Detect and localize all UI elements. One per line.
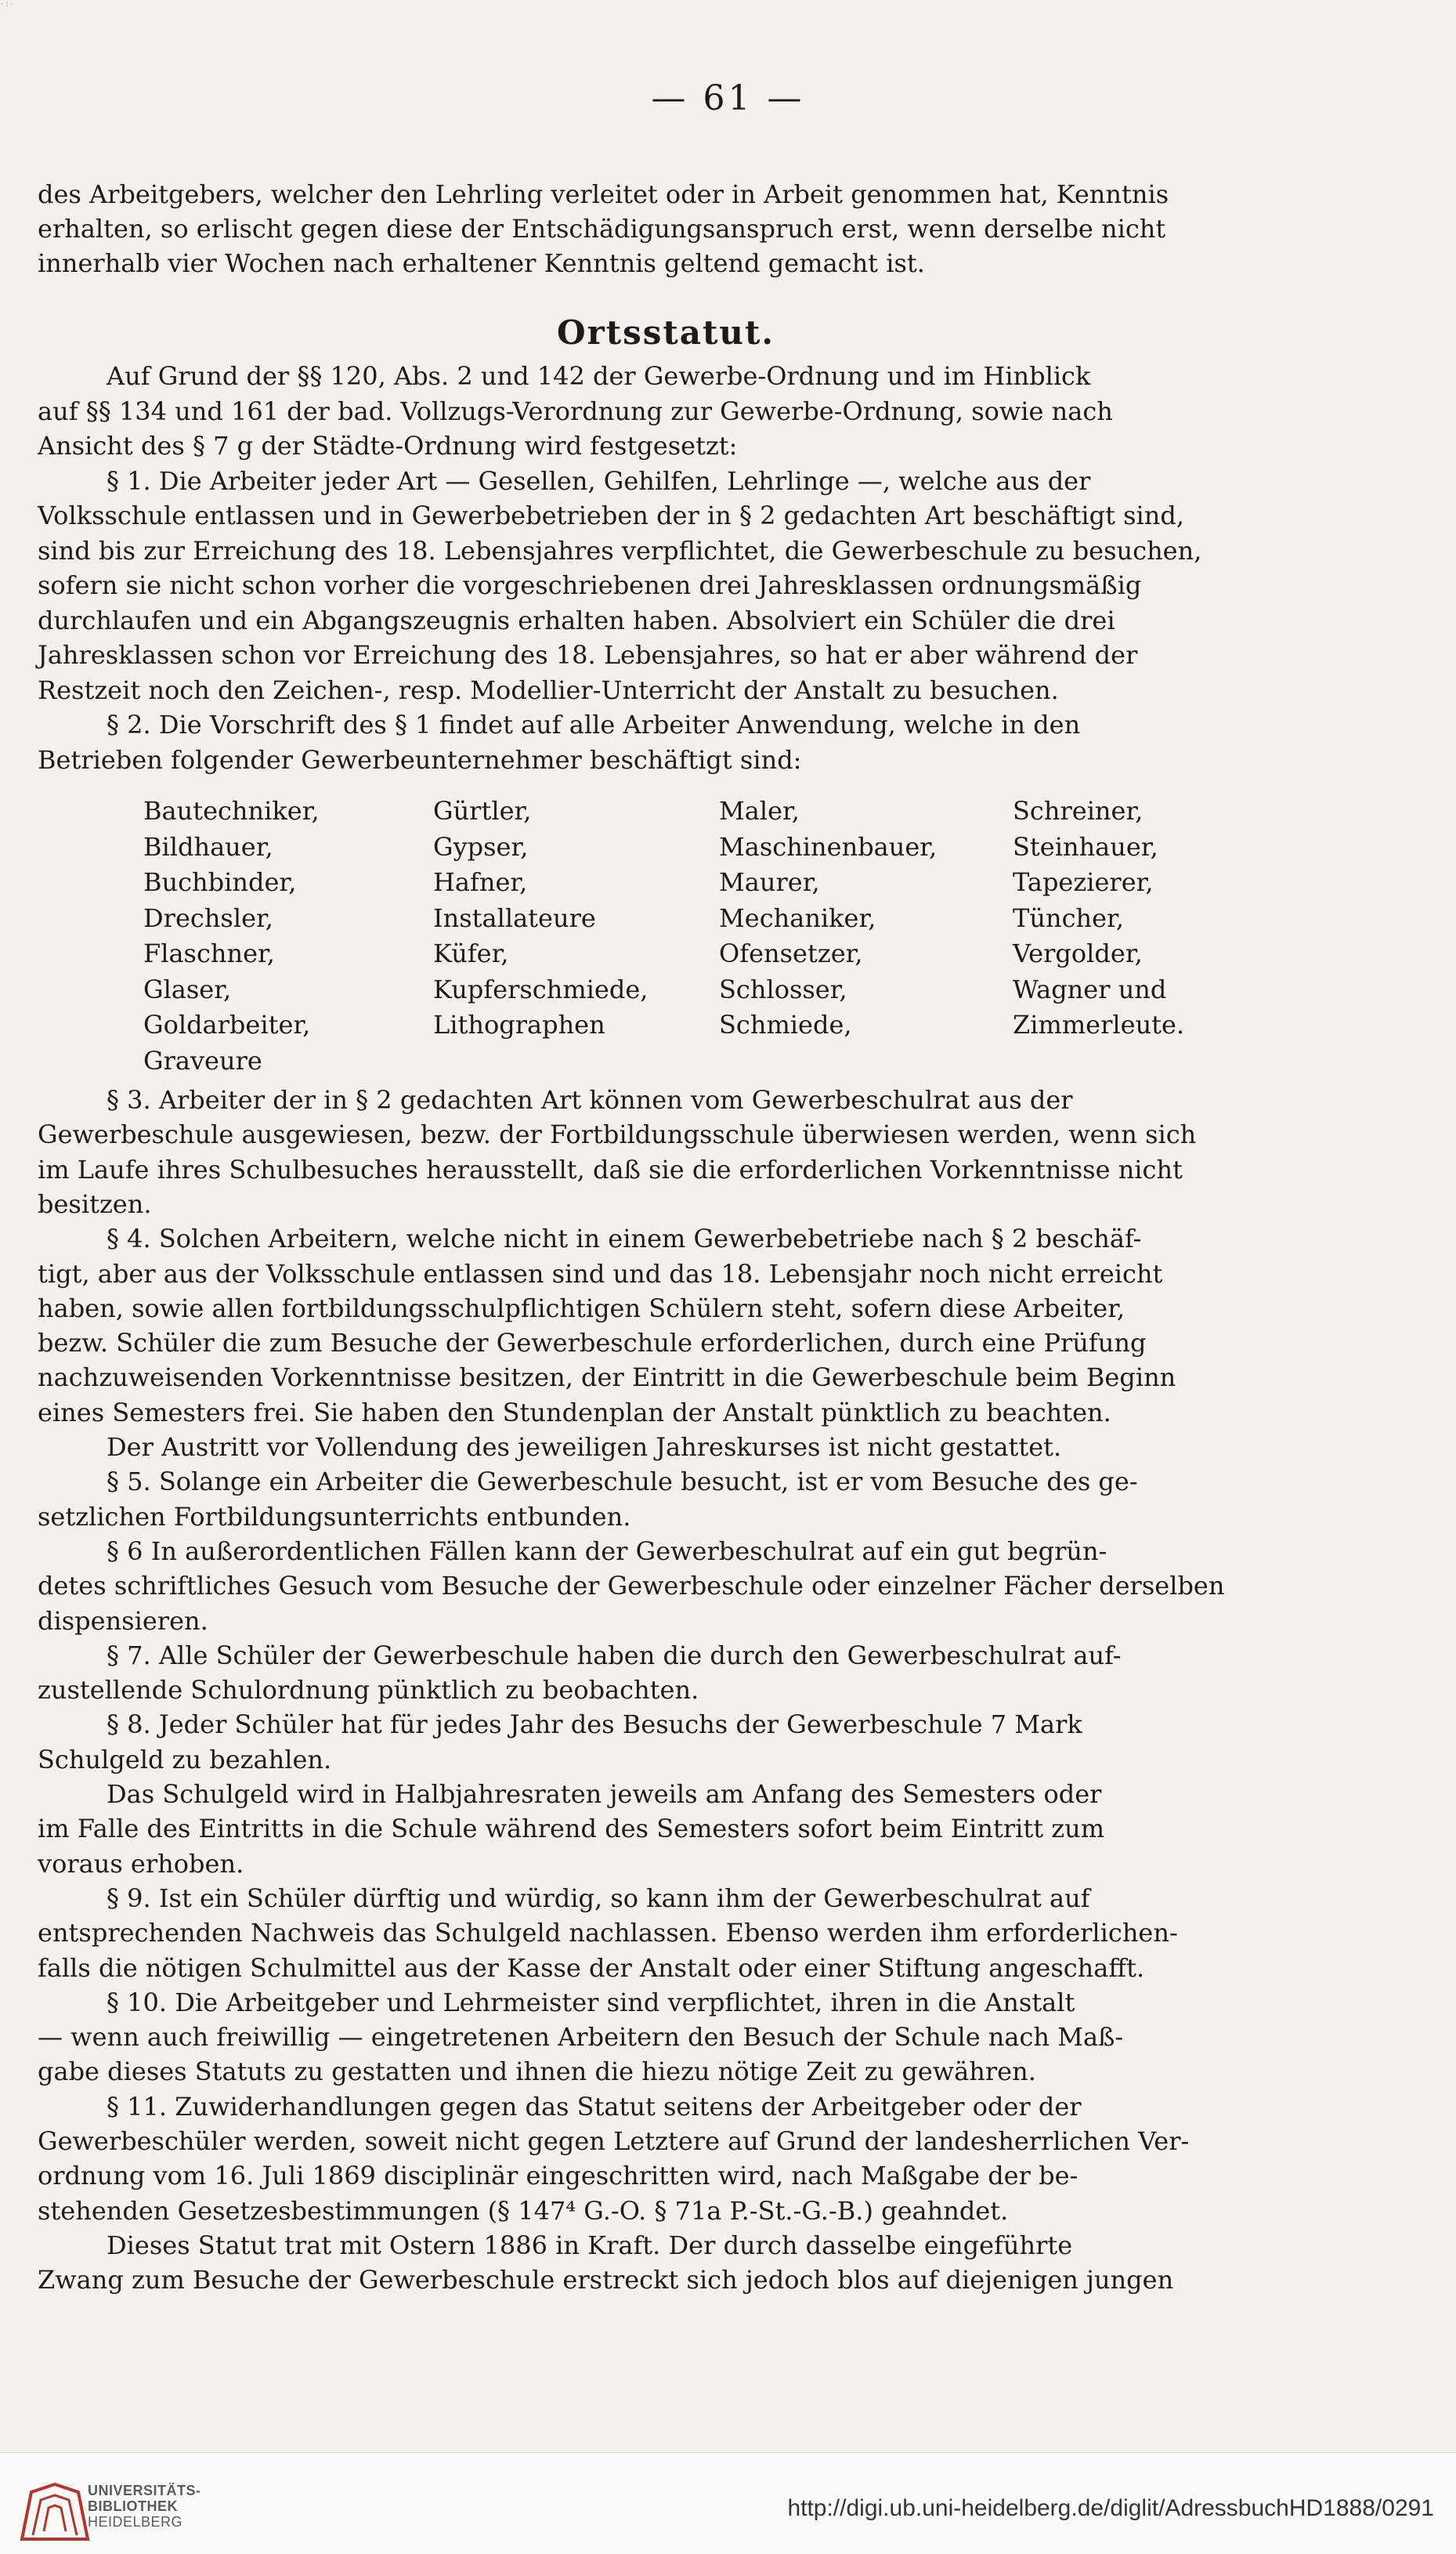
text-line: Betrieben folgender Gewerbeunternehmer beschäftigt sind: <box>38 744 802 775</box>
logo-line: BIBLIOTHEK <box>88 2498 178 2514</box>
text-line: Das Schulgeld wird in Halbjahresraten jeweils am Anfang des Semesters oder <box>107 1779 1102 1809</box>
text-line: § 6 In außerordentlichen Fällen kann der Gewerbeschulrat auf ein gut begrün- <box>107 1536 1107 1566</box>
source-url-link[interactable]: http://digi.ub.uni-heidelberg.de/diglit/AdressbuchHD1888/0291 <box>787 2495 1434 2521</box>
trade-name: Goldarbeiter, <box>143 1010 311 1040</box>
trade-name: Ofensetzer, <box>719 939 863 968</box>
university-seal-icon <box>16 2476 94 2547</box>
text-line: § 2. Die Vorschrift des § 1 findet auf alle Arbeiter Anwendung, welche in den <box>107 710 1081 740</box>
text-line: § 8. Jeder Schüler hat für jedes Jahr des Besuchs der Gewerbeschule 7 Mark <box>107 1709 1082 1740</box>
page-number: — 61 — <box>651 78 805 118</box>
text-line: voraus erhoben. <box>38 1848 244 1879</box>
trade-name <box>433 1046 719 1082</box>
text-line: im Laufe ihres Schulbesuches herausstellt, daß sie die erforderlichen Vorkenntnisse nicht <box>38 1154 1183 1185</box>
text-line: Zwang zum Besuche der Gewerbeschule erstreckt sich jedoch blos auf diejenigen jungen <box>38 2265 1174 2295</box>
text-line: im Falle des Eintritts in die Schule während des Semesters sofort beim Eintritt zum <box>38 1814 1105 1844</box>
section-heading: Ortsstatut. <box>557 313 775 352</box>
trade-name: Küfer, <box>433 939 509 968</box>
text-line: nachzuweisenden Vorkenntnisse besitzen, der Eintritt in die Gewerbeschule beim Beginn <box>38 1362 1176 1393</box>
trade-name: Bautechniker, <box>143 796 320 826</box>
text-line: Auf Grund der §§ 120, Abs. 2 und 142 der Gewerbe-Ordnung und im Hinblick <box>107 361 1091 391</box>
trade-name: Schmiede, <box>719 1010 852 1040</box>
logo-line: UNIVERSITÄTS- <box>88 2483 201 2498</box>
trade-name: Buchbinder, <box>143 867 297 897</box>
trades-list <box>143 796 1318 1090</box>
text-line: § 11. Zuwiderhandlungen gegen das Statut seitens der Arbeitgeber oder der <box>107 2091 1082 2122</box>
text-line: § 3. Arbeiter der in § 2 gedachten Art können vom Gewerbeschulrat aus der <box>107 1085 1073 1115</box>
text-line: Gewerbeschule ausgewiesen, bezw. der Fortbildungsschule überwiesen werden, wenn sich <box>38 1120 1197 1150</box>
text-line: tigt, aber aus der Volksschule entlassen sind und das 18. Lebensjahr noch nicht erreicht <box>38 1258 1163 1289</box>
trade-name: Vergolder, <box>1013 939 1143 968</box>
text-line: § 5. Solange ein Arbeiter die Gewerbeschule besucht, ist er vom Besuche des ge- <box>107 1467 1138 1497</box>
text-line: Ansicht des § 7 g der Städte-Ordnung wird festgesetzt: <box>38 431 738 461</box>
text-line: Volksschule entlassen und in Gewerbebetrieben der in § 2 gedachten Art beschäftigt sind, <box>38 501 1185 530</box>
trade-name: Maschinenbauer, <box>719 831 938 862</box>
text-line: § 7. Alle Schüler der Gewerbeschule haben die durch den Gewerbeschulrat auf- <box>107 1640 1122 1670</box>
trade-name: Maurer, <box>719 867 820 897</box>
text-line: detes schriftliches Gesuch vom Besuche der Gewerbeschule oder einzelner Fächer derselben <box>38 1571 1225 1601</box>
text-line: des Arbeitgebers, welcher den Lehrling verleitet oder in Arbeit genommen hat, Kenntnis <box>38 179 1169 209</box>
trade-name: Zimmerleute. <box>1013 1010 1185 1040</box>
trade-name <box>719 1046 1013 1082</box>
trade-name: Wagner und <box>1013 974 1167 1004</box>
trade-name: Hafner, <box>433 867 528 897</box>
footer-bar <box>0 2452 1456 2554</box>
trade-name: Kupferschmiede, <box>433 974 649 1004</box>
text-line: § 10. Die Arbeitgeber und Lehrmeister sind verpflichtet, ihren in die Anstalt <box>107 1987 1075 2017</box>
trade-name: Steinhauer, <box>1013 831 1158 862</box>
text-line: Restzeit noch den Zeichen-, resp. Modellier-Unterricht der Anstalt zu besuchen. <box>38 675 1059 705</box>
text-line: besitzen. <box>38 1188 152 1219</box>
text-line: eines Semesters frei. Sie haben den Stundenplan der Anstalt pünktlich zu beachten. <box>38 1397 1111 1427</box>
trade-name: Drechsler, <box>143 903 273 933</box>
text-line: — wenn auch freiwillig — eingetretenen Arbeitern den Besuch der Schule nach Maß- <box>38 2022 1124 2053</box>
trade-name: Lithographen <box>433 1010 605 1040</box>
text-line: innerhalb vier Wochen nach erhaltener Kenntnis geltend gemacht ist. <box>38 248 925 278</box>
trade-name: Tapezierer, <box>1013 867 1154 897</box>
text-line: durchlaufen und ein Abgangszeugnis erhalten haben. Absolviert ein Schüler die drei <box>38 605 1115 635</box>
text-line: setzlichen Fortbildungsunterrichts entbunden. <box>38 1501 631 1532</box>
text-line: Dieses Statut trat mit Ostern 1886 in Kraft. Der durch dasselbe eingeführte <box>107 2230 1073 2260</box>
trade-name: Bildhauer, <box>143 831 273 862</box>
trade-name: Schreiner, <box>1013 796 1143 826</box>
trade-name: Maler, <box>719 796 800 826</box>
trade-name: Graveure <box>143 1045 262 1076</box>
trade-name: Gürtler, <box>433 796 532 826</box>
text-line: ordnung vom 16. Juli 1869 disciplinär eingeschritten wird, nach Maßgabe der be- <box>38 2161 1078 2191</box>
text-line: Jahresklassen schon vor Erreichung des 18. Lebensjahres, so hat er aber während der <box>38 640 1138 670</box>
text-line: § 1. Die Arbeiter jeder Art — Gesellen, Gehilfen, Lehrlinge —, welche aus der <box>107 465 1091 496</box>
trade-name: Tüncher, <box>1013 903 1124 933</box>
text-line: § 4. Solchen Arbeitern, welche nicht in einem Gewerbebetriebe nach § 2 beschäf- <box>107 1224 1142 1254</box>
text-line: entsprechenden Nachweis das Schulgeld nachlassen. Ebenso werden ihm erforderlichen- <box>38 1918 1178 1948</box>
text-line: Schulgeld zu bezahlen. <box>38 1744 332 1774</box>
corner-mark: ·:· <box>0 0 15 9</box>
trade-name: Glaser, <box>143 974 232 1004</box>
trade-name: Schlosser, <box>719 974 847 1004</box>
text-line: sofern sie nicht schon vorher die vorgeschriebenen drei Jahresklassen ordnungsmäßig <box>38 570 1142 600</box>
text-line: zustellende Schulordnung pünktlich zu beobachten. <box>38 1675 699 1706</box>
text-line: auf §§ 134 und 161 der bad. Vollzugs-Verordnung zur Gewerbe-Ordnung, sowie nach <box>38 396 1113 426</box>
text-line: falls die nötigen Schulmittel aus der Kasse der Anstalt oder einer Stiftung angeschafft. <box>38 1952 1145 1983</box>
trade-name: Installateure <box>433 903 596 933</box>
text-line: Der Austritt vor Vollendung des jeweiligen Jahreskurses ist nicht gestattet. <box>107 1432 1062 1462</box>
text-line: bezw. Schüler die zum Besuche der Gewerbeschule erforderlichen, durch eine Prüfung <box>38 1328 1147 1358</box>
text-line: Gewerbeschüler werden, soweit nicht gegen Letztere auf Grund der landesherrlichen Ver- <box>38 2126 1190 2156</box>
text-line: stehenden Gesetzesbestimmungen (§ 147⁴ G.-O. § 71a P.-St.-G.-B.) geahndet. <box>38 2195 1009 2226</box>
text-line: erhalten, so erlischt gegen diese der Entschädigungsanspruch erst, wenn derselbe nicht <box>38 214 1166 244</box>
logo-line: HEIDELBERG <box>88 2514 183 2530</box>
text-line: sind bis zur Erreichung des 18. Lebensjahres verpflichtet, die Gewerbeschule zu besuchen, <box>38 535 1202 566</box>
trade-name <box>1013 1046 1302 1082</box>
text-line: gabe dieses Statuts zu gestatten und ihnen die hiezu nötige Zeit zu gewähren. <box>38 2057 1036 2087</box>
library-logo-text <box>88 2483 201 2530</box>
text-line: haben, sowie allen fortbildungsschulpflichtigen Schülern steht, sofern diese Arbeiter, <box>38 1293 1125 1323</box>
trade-name: Flaschner, <box>143 939 275 968</box>
trade-name: Mechaniker, <box>719 903 876 933</box>
trade-name: Gypser, <box>433 831 529 862</box>
text-line: § 9. Ist ein Schüler dürftig und würdig, so kann ihm der Gewerbeschulrat auf <box>107 1883 1090 1913</box>
text-line: dispensieren. <box>38 1605 208 1636</box>
